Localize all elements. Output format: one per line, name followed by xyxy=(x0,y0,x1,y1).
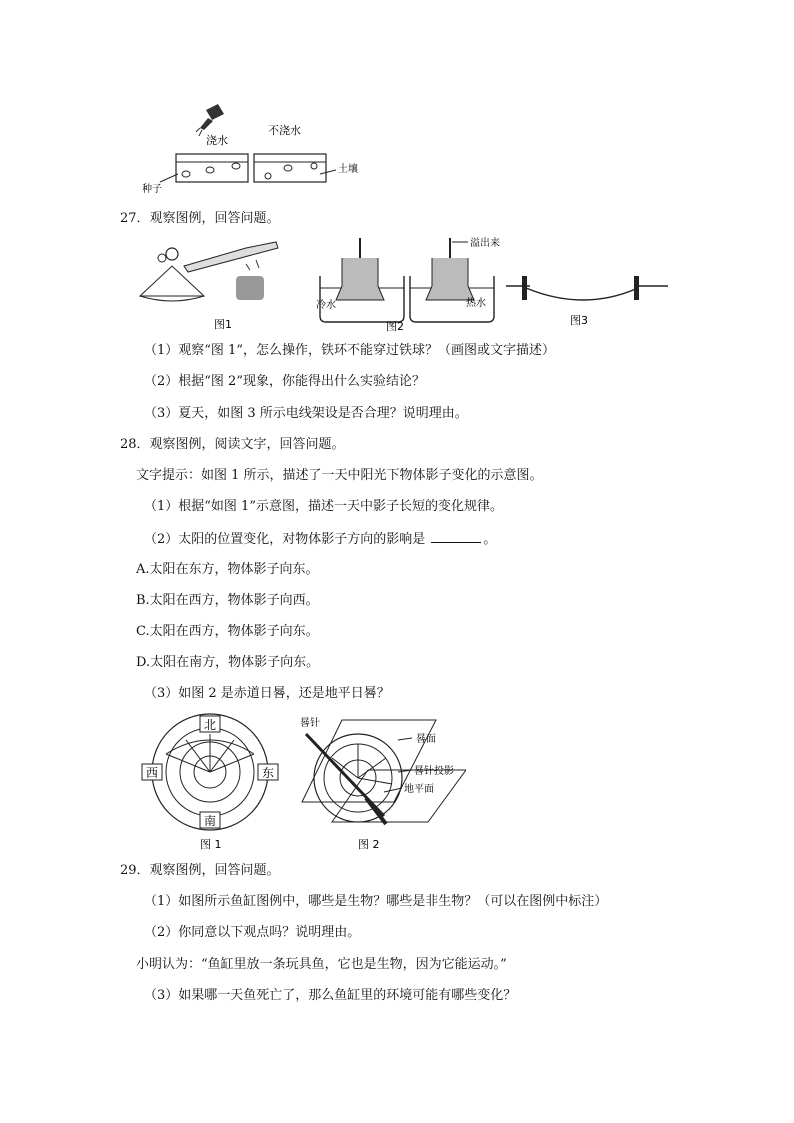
fig1-ring-ball xyxy=(140,242,278,301)
label-seed: 种子 xyxy=(142,184,162,195)
q28-item-2-text: （2）太阳的位置变化，对物体影子方向的影响是 xyxy=(144,532,426,547)
pot-watered xyxy=(176,154,248,182)
q27-fig2-label: 图2 xyxy=(386,320,404,332)
q29-item-3: （3）如果哪一天鱼死亡了，那么鱼缸里的环境可能有哪些变化？ xyxy=(144,988,517,1003)
seed-experiment-figure xyxy=(138,100,368,196)
q27-fig3-label: 图3 xyxy=(570,314,588,327)
q28-title: 28．观察图例，阅读文字，回答问题。 xyxy=(120,437,345,452)
q27-figures xyxy=(136,236,672,332)
label-soil: 土壤 xyxy=(338,164,358,175)
label-gnomon: 晷针 xyxy=(300,718,320,729)
q28-item-2-end: 。 xyxy=(483,532,497,547)
q28-figures xyxy=(136,712,466,852)
q29-quote: 小明认为：“鱼缸里放一条玩具鱼，它也是生物，因为它能运动。” xyxy=(136,957,507,972)
watering-can-icon xyxy=(196,104,224,136)
label-no-water: 不浇水 xyxy=(268,124,301,137)
q27-item-1: （1）观察“图 1”，怎么操作，铁环不能穿过铁球？（画图或文字描述） xyxy=(144,343,555,358)
answer-blank[interactable] xyxy=(431,530,481,543)
label-west: 西 xyxy=(146,766,159,780)
q27-item-2: （2）根据“图 2”现象，你能得出什么实验结论？ xyxy=(144,374,425,389)
q28-fig1-label: 图 1 xyxy=(200,838,222,851)
q28-option-d: D.太阳在南方，物体影子向东。 xyxy=(136,655,320,670)
q28-option-b: B.太阳在西方，物体影子向西。 xyxy=(136,593,319,608)
q28-fig2-label: 图 2 xyxy=(358,838,380,851)
q27-title: 27．观察图例，回答问题。 xyxy=(120,211,280,226)
label-overflow: 溢出来 xyxy=(470,238,500,249)
label-shadow: 晷针投影 xyxy=(414,766,454,777)
label-water: 浇水 xyxy=(206,134,228,147)
fig3-power-line xyxy=(506,276,668,300)
label-cold-water: 冷水 xyxy=(316,300,336,311)
q28-item-2 xyxy=(144,530,496,548)
q29-title: 29．观察图例，回答问题。 xyxy=(120,863,280,878)
pot-unwatered xyxy=(254,154,326,182)
q28-item-3: （3）如图 2 是赤道日晷，还是地平日晷？ xyxy=(144,686,390,701)
q28-item-1: （1）根据“如图 1”示意图，描述一天中影子长短的变化规律。 xyxy=(144,499,503,514)
q27-item-3: （3）夏天，如图 3 所示电线架设是否合理？说明理由。 xyxy=(144,406,468,421)
q29-item-1: （1）如图所示鱼缸图例中，哪些是生物？哪些是非生物？（可以在图例中标注） xyxy=(144,894,608,909)
seed-icons xyxy=(182,163,317,179)
label-ground: 地平面 xyxy=(404,784,434,795)
q28-option-c: C.太阳在西方，物体影子向东。 xyxy=(136,624,319,639)
label-south: 南 xyxy=(204,814,217,828)
q28-hint: 文字提示：如图 1 所示，描述了一天中阳光下物体影子变化的示意图。 xyxy=(136,468,543,483)
label-east: 东 xyxy=(262,766,275,780)
q29-item-2: （2）你同意以下观点吗？说明理由。 xyxy=(144,925,361,940)
q27-fig1-label: 图1 xyxy=(214,318,232,331)
q28-option-a: A.太阳在东方，物体影子向东。 xyxy=(136,562,319,577)
fig2-hot-water-flask xyxy=(410,238,494,322)
label-dial: 晷面 xyxy=(416,734,436,745)
label-hot-water: 热水 xyxy=(466,298,486,309)
label-north: 北 xyxy=(204,718,217,732)
